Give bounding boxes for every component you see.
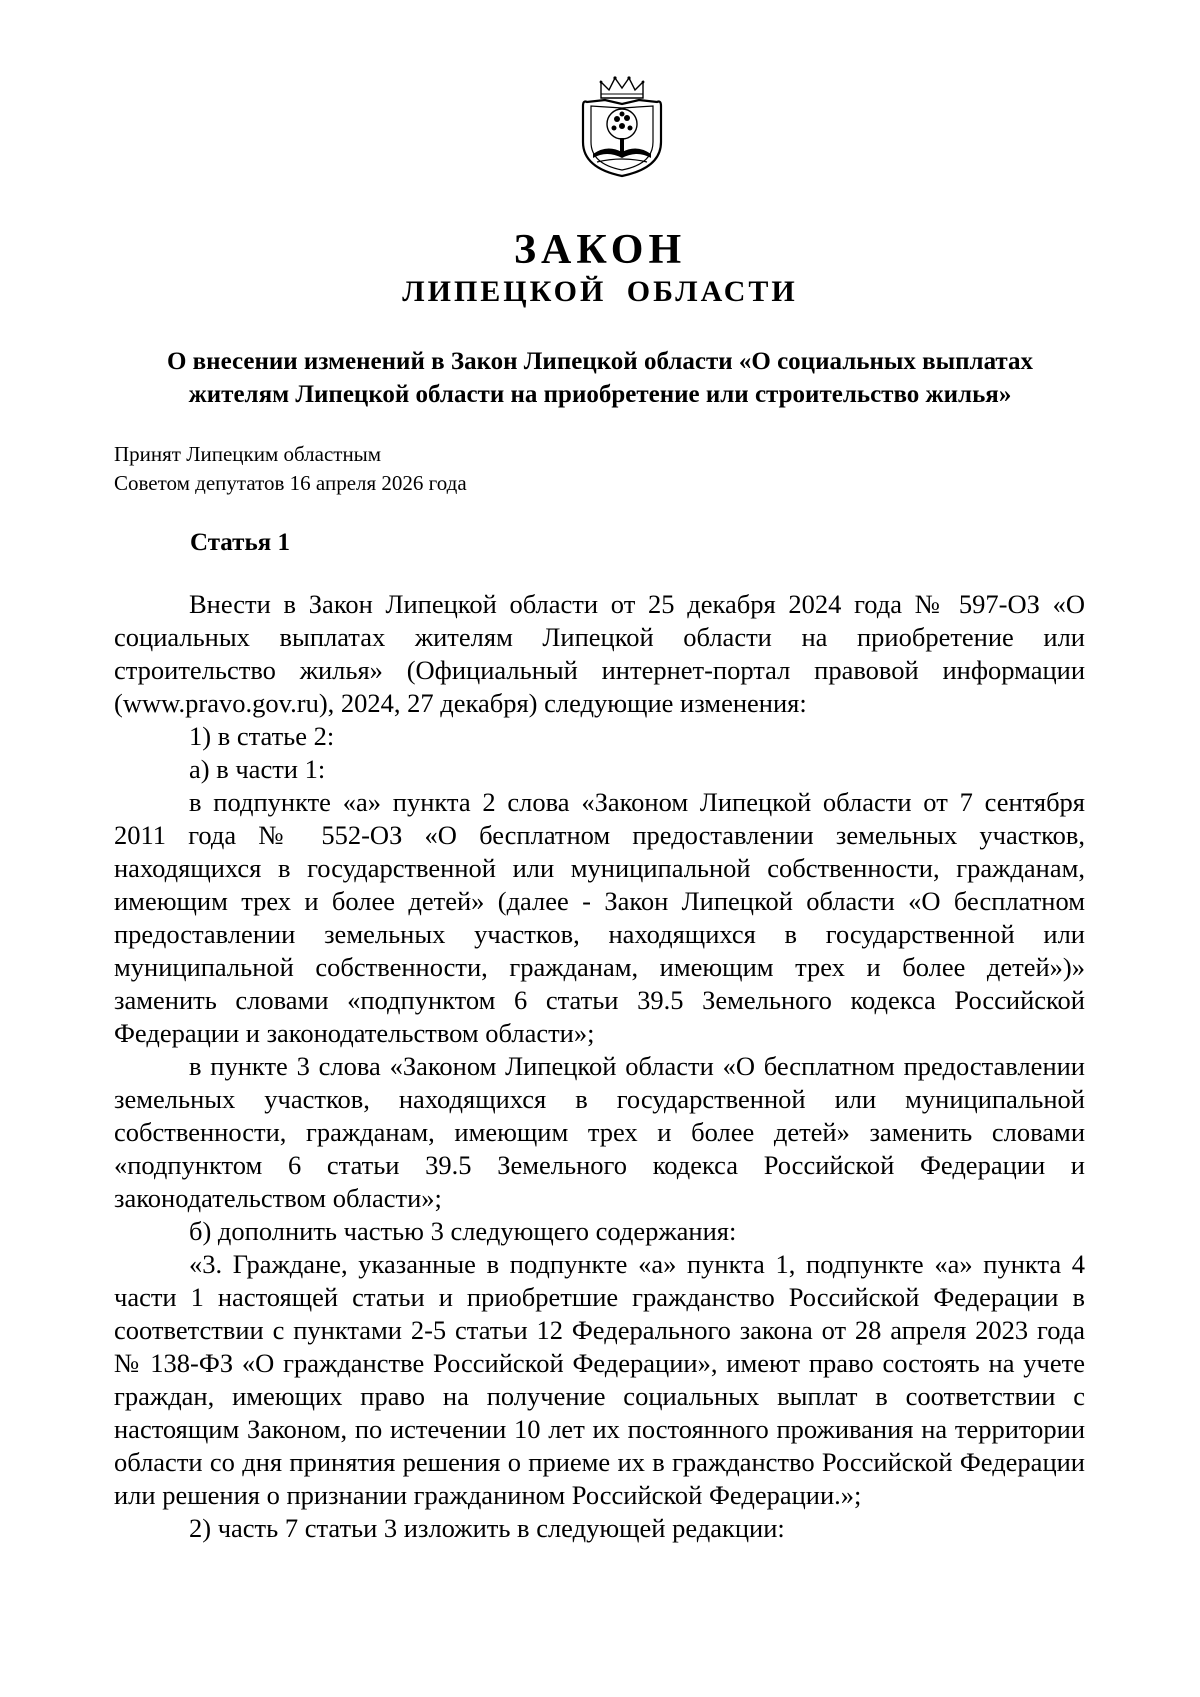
adoption-line-1: Принят Липецким областным [114,442,382,466]
paragraph: 2) часть 7 статьи 3 изложить в следующей редакции: [189,1513,785,1543]
paragraph: б) дополнить частью 3 следующего содержания: [189,1216,737,1246]
adoption-note [114,440,714,498]
adoption-line-2: Советом депутатов 16 апреля 2026 года [114,471,467,495]
law-region: ЛИПЕЦКОЙ ОБЛАСТИ [402,275,798,308]
paragraph: а) в части 1: [189,754,326,784]
paragraph: «3. Граждане, указанные в подпункте «а» пункта 1, подпункте «а» пункта 4 части 1 настоящей статьи и приобретшие гражданство Российской Федерации в соответствии с пунктами 2-5 статьи 12 Федерального закона от 28 апреля 2023 года № 138-ФЗ «О гражданстве Российской Федерации», имеют право состоять на учете граждан, имеющих право на получение социальных выплат в соответствии с настоящим Законом, по истечении 10 лет их постоянного проживания на территории области со дня принятия решения о приеме их в гражданство Российской Федерации или решения о признании гражданином Российской Федерации.»; [114,1249,1085,1510]
law-subject: О внесении изменений в Закон Липецкой области «О социальных выплатах жителям Липецкой области на приобретение или строительство жилья» [166,348,1034,408]
article-body [114,588,1085,1545]
law-title: ЗАКОН [513,227,687,273]
paragraph: Внести в Закон Липецкой области от 25 декабря 2024 года № 597-ОЗ «О социальных выплатах жителям Липецкой области на приобретение или строительство жилья» (Официальный интернет-портал правовой информации (www.pravo.gov.ru), 2024, 27 декабря) следующие изменения: [114,589,1085,718]
article-heading: Статья 1 [190,529,290,556]
paragraph: в подпункте «а» пункта 2 слова «Законом Липецкой области от 7 сентября 2011 года № 552-ОЗ «О бесплатном предоставлении земельных участков, находящихся в государственной или муниципальной собственности, гражданам, имеющим трех и более детей» (далее - Закон Липецкой области «О бесплатном предоставлении земельных участков, находящихся в государственной или муниципальной собственности, гражданам, имеющим трех и более детей»)» заменить словами «подпунктом 6 статьи 39.5 Земельного кодекса Российской Федерации и законодательством области»; [114,787,1085,1048]
coat-of-arms-icon [579,72,665,180]
paragraph: в пункте 3 слова «Законом Липецкой области «О бесплатном предоставлении земельных участков, находящихся в государственной или муниципальной собственности, гражданам, имеющим трех и более детей» заменить словами «подпунктом 6 статьи 39.5 Земельного кодекса Российской Федерации и законодательством области»; [114,1051,1085,1213]
paragraph: 1) в статье 2: [189,721,335,751]
